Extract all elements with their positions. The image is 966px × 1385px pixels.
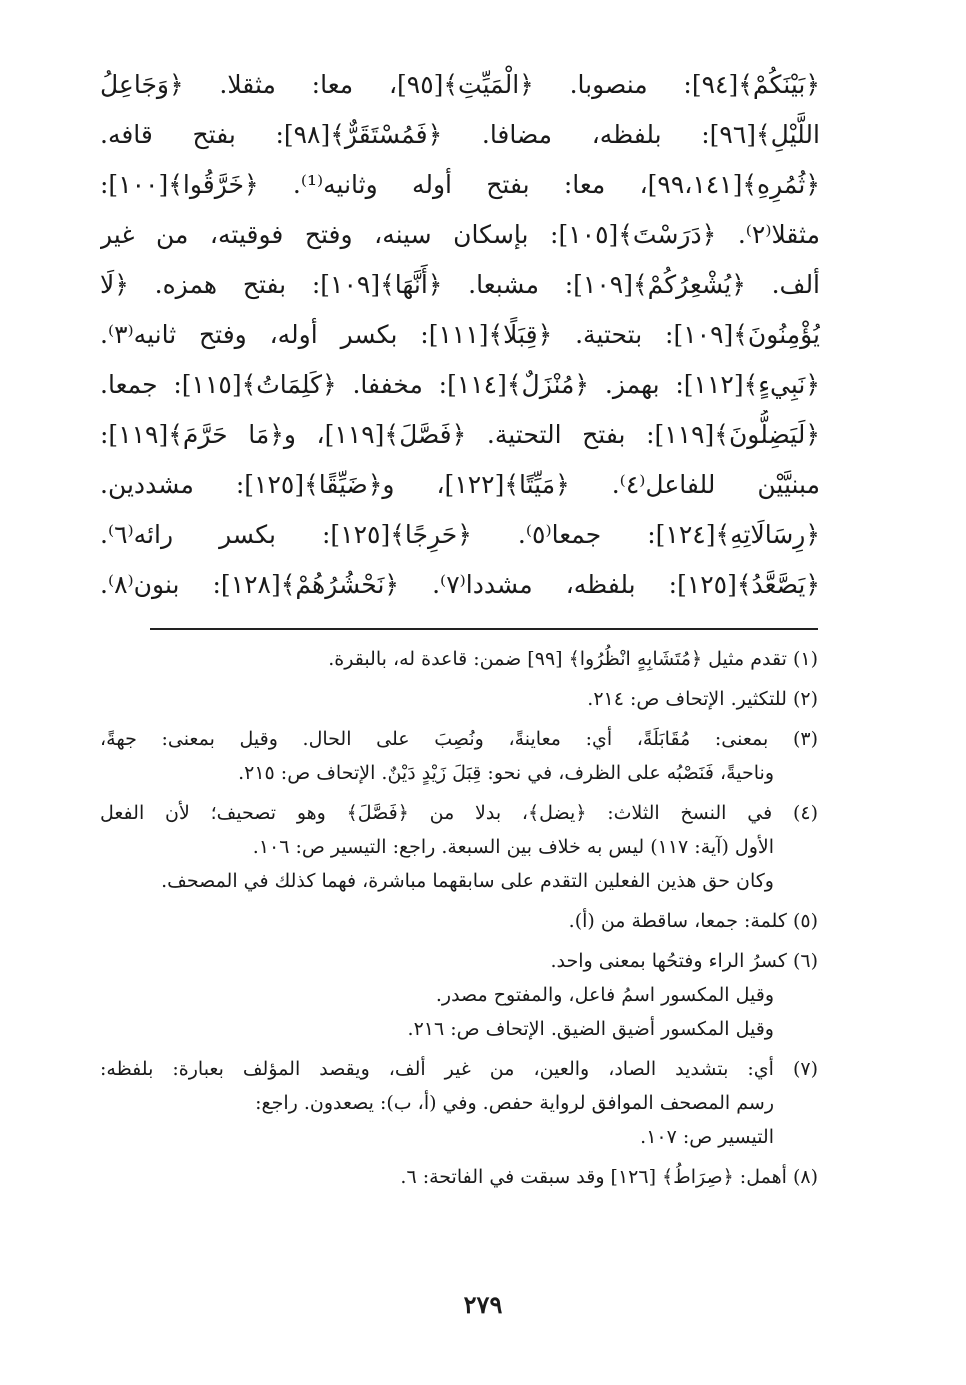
main-text-line: ألف. ﴿يُشْعِرُكُمْ﴾[١٠٩]: مشبعا. ﴿أَنَّهَا﴾[١٠٩]: بفتح همزه. ﴿لَا — [100, 270, 820, 299]
footnote-text: أي: بتشديد الصاد، والعين، من غير ألف، ويقصد المؤلف بعبارة: بلفظه: — [100, 1058, 774, 1080]
footnote-text: رسم المصحف الموافق لرواية حفص. وفي (أ، ب): يصعدون. راجع: — [255, 1092, 774, 1114]
footnote-number: (٣) — [792, 728, 818, 750]
footnote-2 — [100, 682, 818, 716]
footnote-4 — [100, 796, 818, 898]
footnote-7 — [100, 1052, 818, 1154]
footnote-number: (٦) — [792, 950, 818, 972]
footnote-3 — [100, 722, 818, 790]
footnotes-block — [100, 642, 818, 1200]
footnote-text: وقيل المكسور اسمُ فاعل، والمفتوح مصدر. — [435, 984, 774, 1006]
main-text-line: ﴿بَيْنَكُمْ﴾[٩٤]: منصوبا. ﴿الْمَيِّتِ﴾[٩٥]، معا: مثقلا. ﴿وَجَاعِلُ — [100, 70, 820, 99]
footnote-text: أهمل: ﴿صِرَاطُ﴾ [١٢٦] وقد سبقت في الفاتحة: ٦. — [400, 1166, 787, 1188]
footnote-text: الأول (آية: ١١٧) ليس به خلاف بين السبعة. راجع: التيسير ص: ١٠٦. — [252, 836, 774, 858]
main-text-line: اللَّيْلِ﴾[٩٦]: بلفظه، مضافا. ﴿فَمُسْتَقَرٌّ﴾[٩٨]: بفتح قافه. — [100, 120, 820, 149]
main-text-line: يُؤْمِنُونَ﴾[١٠٩]: بتحتية. ﴿قِبَلًا﴾[١١١]: بكسر أوله، وفتح ثانيه⁽٣⁾. — [100, 320, 820, 349]
footnote-number: (٨) — [792, 1166, 818, 1188]
footnote-number: (٥) — [792, 910, 818, 932]
page-number: ٢٧٩ — [463, 1290, 503, 1319]
footnote-divider — [150, 628, 818, 630]
footnote-6 — [100, 944, 818, 1046]
footnote-text: وكان حق هذين الفعلين التقدم على سابقهما مباشرة، فهما كذلك في المصحف. — [161, 870, 774, 892]
footnote-1 — [100, 642, 818, 676]
footnote-number: (٤) — [792, 802, 818, 824]
main-text-line: مبنيَّيْن للفاعل⁽٤⁾. ﴿مَيِّتًا﴾[١٢٢]، و﴿ضَيِّقًا﴾[١٢٥]: مشددين. — [100, 470, 820, 499]
main-text-block — [100, 60, 820, 610]
footnote-text: وناحيةً، فَنَصْبُه على الظرف، في نحو: قِبَلَ زَيْدٍ دَيْنٌ. الإتحاف ص: ٢١٥. — [238, 762, 774, 784]
footnote-number: (٧) — [792, 1058, 818, 1080]
footnote-text: تقدم مثيل ﴿مُتَشَابِهٍ انْظُرُوا﴾ [٩٩] ضمن: قاعدة له، بالبقرة. — [328, 648, 787, 670]
footnote-8 — [100, 1160, 818, 1194]
main-text-line: ﴿ثُمُرِهِ﴾[٩٩،١٤١]، معا: بفتح أوله وثانيه⁽¹⁾. ﴿خَرَّقُوا﴾[١٠٠]: — [100, 170, 820, 199]
footnote-5 — [100, 904, 818, 938]
footnote-text: التيسير ص: ١٠٧. — [640, 1126, 774, 1148]
footnote-text: كلمة: جمعا، ساقطة من (أ). — [568, 910, 787, 932]
main-text-line: مثقلا⁽٢⁾. ﴿دَرَسْتَ﴾[١٠٥]: بإسكان سينه، وفتح فوقيته، من غير — [100, 220, 820, 249]
footnote-number: (١) — [792, 648, 818, 670]
main-text-line: ﴿يَصَّعَّدُ﴾[١٢٥]: بلفظه، مشددا⁽٧⁾. ﴿نَحْشُرُهُمْ﴾[١٢٨]: بنون⁽٨⁾. — [100, 570, 820, 599]
footnote-number: (٢) — [792, 688, 818, 710]
main-text-line: ﴿لَيَضِلُّونَ﴾[١١٩]: بفتح التحتية. ﴿فَصَّلَ﴾[١١٩]، و﴿مَا حَرَّمَ﴾[١١٩]: — [100, 420, 820, 449]
footnote-text: وقيل المكسور أضيق الضيق. الإتحاف ص: ٢١٦. — [407, 1018, 774, 1040]
footnote-text: بمعنى: مُقَابَلَةً، أي: معاينةً، ونُصِبَ على الحال. وقيل بمعنى: جهةً، — [100, 728, 769, 750]
footnote-text: للتكثير. الإتحاف ص: ٢١٤. — [587, 688, 787, 710]
main-text-line: ﴿رِسَالَاتِهِ﴾[١٢٤]: جمعا⁽٥⁾. ﴿حَرِجًا﴾[١٢٥]: بكسر رائه⁽٦⁾. — [100, 520, 820, 549]
footnote-text: في النسخ الثلاث: ﴿يضل﴾، بدلا من ﴿فَصَّلَ﴾ وهو تصحيف؛ لأن الفعل — [100, 802, 773, 824]
footnote-text: كسرُ الراء وفتحُها بمعنى واحد. — [550, 950, 787, 972]
main-text-line: ﴿نَبِيءٍ﴾[١١٢]: بهمز. ﴿مُنْزَلٌ﴾[١١٤]: مخففا. ﴿كَلِمَاتُ﴾[١١٥]: جمعا. — [100, 370, 820, 399]
